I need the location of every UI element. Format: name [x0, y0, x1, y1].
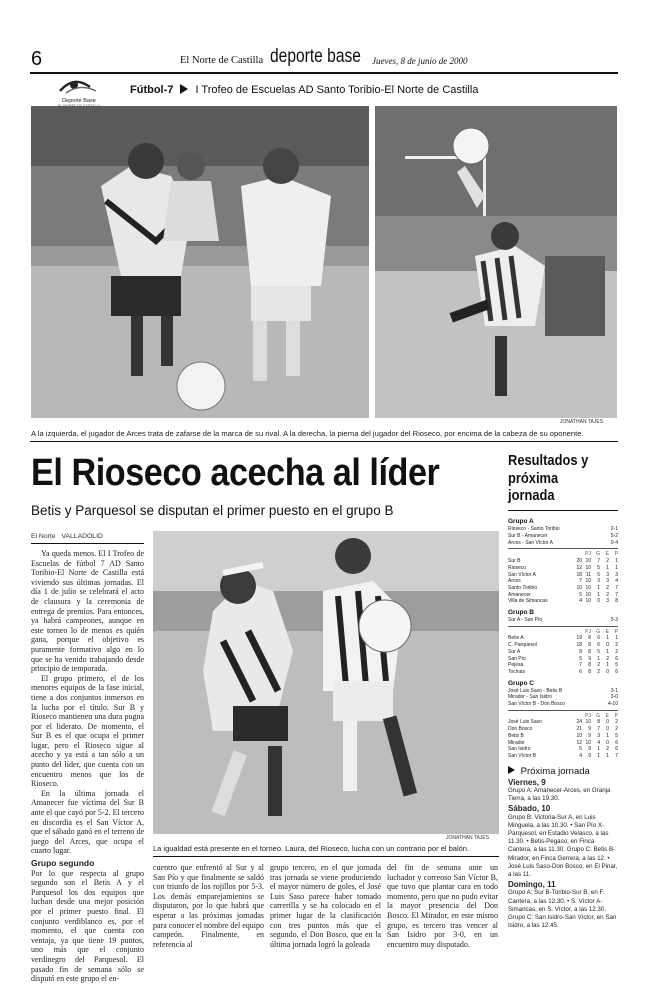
- standings-row: [508, 733, 618, 740]
- standings-value: 24: [576, 719, 582, 726]
- match-score: 5-3: [610, 617, 618, 624]
- standings-row: [508, 565, 618, 572]
- match-result-row: [508, 526, 618, 533]
- standings-header-cell: G: [596, 551, 600, 558]
- results-group-name: Grupo B: [508, 609, 534, 617]
- results-groups: [508, 518, 618, 759]
- standings-value: 1: [597, 655, 600, 662]
- standings-value: 8: [579, 648, 582, 655]
- standings-value: 3: [606, 598, 609, 605]
- standings-value: 19: [576, 635, 582, 642]
- standings-value: 6: [597, 642, 600, 649]
- photo-arces-player: [31, 106, 369, 418]
- article-column-4: del fin de semana ante un luchador y correoso San Víctor B, que tuvo que plantar cara en todo momento, pero que no pudo evitar la mayor presencia del Don Bosco. El Mirador, en este mismo grupo, es tercero tras vencer al San Isidro por 3-0, en un encuentro muy disputado.: [387, 863, 498, 949]
- standings-row: [508, 719, 618, 726]
- standings-value: 1: [597, 591, 600, 598]
- match-results-table: [508, 688, 618, 708]
- next-round-label: Próxima jornada: [520, 765, 590, 777]
- standings-value: 1: [597, 746, 600, 753]
- standings-value: 5: [579, 591, 582, 598]
- standings-header-blank: [573, 551, 582, 558]
- standings-value: 7: [615, 752, 618, 759]
- team-name: Rioseco: [508, 564, 527, 571]
- standings-value: 7: [579, 578, 582, 585]
- standings-value: 6: [597, 635, 600, 642]
- match-result-row: [508, 701, 618, 708]
- masthead-rule: [30, 72, 618, 74]
- match-score: 3-0: [610, 694, 618, 701]
- caption-rule: [30, 441, 618, 442]
- standings-value: 1: [606, 752, 609, 759]
- results-group: [508, 609, 618, 676]
- standings-header-cell: E: [605, 628, 609, 635]
- standings-value: 5: [579, 655, 582, 662]
- standings-header-blank: [573, 713, 582, 720]
- article-column-3: grupo tercero, en el que jornada tras jornada se viene produciendo el mayor número de goles, el José Luis Saso parece haber tomado carrerilla y se ha colocado en el primer lugar de la clasificación con tres puntos más que el segundo, el Don Bosco, que en la última jornada logró la goleada: [270, 863, 381, 949]
- standings-value: 8: [588, 648, 591, 655]
- standings-row: [508, 649, 618, 656]
- standings-row: [508, 746, 618, 753]
- match-result-row: [508, 533, 618, 540]
- match-teams: San Víctor B - Don Bosco: [508, 701, 565, 708]
- standings-value: 1: [606, 648, 609, 655]
- top-photo-caption: A la izquierda, el jugador de Arces trata de zafarse de la marca de su rival. A la derecha, la pierna del jugador del Rioseco, por encima de la cabeza de su oponente.: [31, 429, 584, 438]
- standings-value: 2: [615, 648, 618, 655]
- standings-row: [508, 598, 618, 605]
- standings-header-cell: PJ: [585, 551, 591, 558]
- team-name: Villa de Simancas: [508, 598, 548, 605]
- standings-value: 20: [576, 558, 582, 565]
- schedule-text: Grupo A: Amanecer-Arces, en Granja Tierra, a las 19.30.: [508, 786, 611, 803]
- standings-row: [508, 585, 618, 592]
- next-round-title: [508, 766, 618, 777]
- standings-value: 2: [615, 642, 618, 649]
- section-title: deporte base: [270, 46, 361, 67]
- standings-header-blank: [508, 713, 573, 720]
- mid-photo-credit: JONATHAN TAJES: [446, 835, 490, 841]
- standings-value: 10: [585, 598, 591, 605]
- issue-date: Jueves, 8 de junio de 2000: [372, 56, 468, 66]
- standings-value: 8: [588, 642, 591, 649]
- results-title-line: Resultados y: [508, 452, 589, 469]
- standings-value: 1: [606, 662, 609, 669]
- standings-value: 8: [588, 635, 591, 642]
- standings-header-row: [508, 551, 618, 558]
- standings-row: [508, 740, 618, 747]
- standings-row: [508, 662, 618, 669]
- standings-header-cell: G: [596, 712, 600, 719]
- team-name: Mirador: [508, 739, 525, 746]
- article-paragraph: Ya queda menos. El I Trofeo de Escuelas de fútbol 7 AD Santo Toribio-El Norte de Castilla está viviendo sus últimas jornadas. El día 1 de julio se celebrará el acto de clausura y la ceremonia de entrega de premios. Para entonces, ya habrá campeones, aunque en este torneo lo de menos es quién gana, porque el objetivo es puramente formativo algo en lo que se ha venido trabajando desde principio de temporada.: [31, 549, 144, 674]
- team-name: Amanecer: [508, 591, 531, 598]
- standings-value: 2: [606, 746, 609, 753]
- standings-value: 3: [615, 571, 618, 578]
- schedule-day: Domingo, 11: [508, 880, 556, 890]
- match-result-row: [508, 617, 618, 624]
- standings-value: 3: [606, 578, 609, 585]
- group-divider: [508, 548, 618, 549]
- match-teams: Rioseco - Santo Toribio: [508, 526, 560, 533]
- standings-value: 9: [588, 732, 591, 739]
- photo-rioseco-kick: [375, 106, 617, 418]
- match-results-table: [508, 617, 618, 624]
- match-teams: Arces - San Víctor A: [508, 539, 554, 546]
- article-paragraph: En la última jornada el Amanecer fue víctima del Sur B ante el que cayó por 5-2. El tercero en discordia es el San Víctor A, que el sábado ganó en el terreno de juego del Arces, que ocupa el cuarto lugar.: [31, 788, 144, 856]
- results-group-name: Grupo C: [508, 679, 534, 687]
- standings-value: 3: [597, 732, 600, 739]
- standings-value: 10: [576, 584, 582, 591]
- standings-header-cell: P: [614, 551, 618, 558]
- standings-value: 6: [615, 746, 618, 753]
- standings-value: 3: [606, 571, 609, 578]
- standings-value: 6: [579, 668, 582, 675]
- standings-value: 6: [615, 668, 618, 675]
- byline-rule: [31, 543, 144, 544]
- standings-value: 1: [606, 564, 609, 571]
- standings-row: [508, 558, 618, 565]
- standings-row: [508, 578, 618, 585]
- standings-value: 10: [585, 558, 591, 565]
- standings-header-blank: [508, 629, 573, 636]
- mid-photo-caption: La igualdad está presente en el torneo. Laura, del Rioseco, lucha con un contrario por el balón.: [153, 844, 470, 853]
- standings-value: 1: [615, 635, 618, 642]
- group-divider: [508, 710, 618, 711]
- standings-header-cell: G: [596, 628, 600, 635]
- article-subhead: Grupo segundo: [31, 858, 95, 868]
- standings-value: 10: [585, 578, 591, 585]
- mid-caption-rule: [153, 856, 499, 857]
- team-name: San Víctor A: [508, 571, 536, 578]
- schedule-day: Viernes, 9: [508, 777, 546, 787]
- standings-row: [508, 635, 618, 642]
- standings-value: 7: [615, 584, 618, 591]
- standings-value: 5: [597, 564, 600, 571]
- standings-header-blank: [573, 629, 582, 636]
- standings-table: [508, 551, 618, 605]
- standings-value: 9: [588, 752, 591, 759]
- results-group-name: Grupo A: [508, 518, 534, 526]
- standings-value: 18: [576, 642, 582, 649]
- standings-header-cell: PJ: [585, 712, 591, 719]
- standings-value: 2: [597, 668, 600, 675]
- standings-value: 8: [615, 598, 618, 605]
- team-name: Arces: [508, 578, 521, 585]
- match-score: 4-10: [607, 701, 618, 708]
- standings-value: 2: [597, 662, 600, 669]
- team-name: Betis A: [508, 635, 524, 642]
- play-arrow-icon: [508, 766, 515, 774]
- standings-value: 21: [576, 726, 582, 733]
- team-name: San Pío: [508, 655, 526, 662]
- standings-value: 5: [615, 732, 618, 739]
- standings-row: [508, 642, 618, 649]
- standings-value: 10: [585, 739, 591, 746]
- match-score: 0-4: [610, 539, 618, 546]
- byline: [31, 533, 103, 540]
- schedule-text: Grupo A: Sur B-Toribio-Sur B, en F. Cantera, a las 12.30. • S. Víctor A-Simancas, en S. Víctor, a las 12.30. Grupo C: San Isidro-San Víctor, en San Isidro, a las 12.45.: [508, 889, 617, 930]
- match-result-row: [508, 694, 618, 701]
- standings-value: 12: [576, 564, 582, 571]
- standings-table: [508, 713, 618, 760]
- standings-header-row: [508, 629, 618, 636]
- standings-value: 7: [579, 662, 582, 669]
- standings-value: 0: [606, 642, 609, 649]
- standings-header-row: [508, 713, 618, 720]
- match-results-table: [508, 526, 618, 546]
- standings-value: 4: [597, 739, 600, 746]
- subheadline: Betis y Parquesol se disputan el primer puesto en el grupo B: [31, 503, 394, 518]
- team-name: C. Parquesol: [508, 642, 537, 649]
- schedule-text: Grupo B: Victoria-Sur A, en Luis Minguela, a las 10.30. • San Pío X-Parquesol, en Estadio Velasco, a las 11.30. • Betis-Pegaso, en Finca Cantera, a las 11.30. Grupo C: Betis B-Mirador, en Finca Gerrera, a las 12. • José Luis Saso-Don Bosco, en El Pinar, a las 11.: [508, 813, 618, 878]
- standings-value: 7: [615, 591, 618, 598]
- standings-value: 6: [615, 655, 618, 662]
- standings-header-cell: PJ: [585, 628, 591, 635]
- article-paragraph: Por lo que respecta al grupo segundo son el Betis A y el Parquesol los dos equipos que luchan desde una mejor posición por el primer puesto final. El conjunto verdiblanco es, por el momento, el que cuenta con ventaja, ya que tiene 19 puntos, uno más que el conjunto verdinegro del Parquesol. El pasado fin de semana sólo se disputó en este grupo el en-: [31, 868, 144, 984]
- standings-value: 1: [606, 635, 609, 642]
- standings-row: [508, 572, 618, 579]
- match-result-row: [508, 688, 618, 695]
- logo-line1: Deporte Base: [62, 98, 96, 104]
- standings-row: [508, 656, 618, 663]
- headline: El Rioseco acecha al líder: [31, 452, 440, 494]
- standings-value: 1: [615, 564, 618, 571]
- team-name: Sur A: [508, 648, 521, 655]
- team-name: San Víctor B: [508, 752, 537, 759]
- kicker: [130, 84, 478, 96]
- standings-value: 4: [615, 578, 618, 585]
- standings-value: 18: [576, 571, 582, 578]
- photo-laura-rioseco: [153, 531, 499, 834]
- results-group: [508, 518, 618, 605]
- standings-value: 4: [579, 752, 582, 759]
- standings-header-cell: E: [605, 551, 609, 558]
- article-column-2: cuentro que enfrentó al Sur y al San Pío y que finalmente se saldó con triunfo de los rojillos por 5-3. Los demás emparejamientos se disputaron, por lo que habrá que esperar a las próximas jornadas para conocer el nombre del equipo campeón. Finalmente, en referencia al: [153, 863, 264, 949]
- results-title-line: jornada: [508, 487, 555, 504]
- standings-value: 10: [585, 564, 591, 571]
- schedule-day: Sábado, 10: [508, 804, 551, 814]
- standings-header-blank: [508, 551, 573, 558]
- team-name: Don Bosco: [508, 726, 533, 733]
- standings-value: 2: [606, 591, 609, 598]
- standings-row: [508, 726, 618, 733]
- standings-value: 6: [615, 739, 618, 746]
- standings-value: 0: [597, 598, 600, 605]
- team-name: San Isidro: [508, 746, 531, 753]
- group-divider: [508, 626, 618, 627]
- standings-value: 9: [588, 746, 591, 753]
- standings-value: 7: [597, 558, 600, 565]
- kicker-tournament: I Trofeo de Escuelas AD Santo Toribio-El Norte de Castilla: [195, 84, 479, 96]
- match-score: 5-2: [610, 533, 618, 539]
- standings-value: 2: [606, 558, 609, 565]
- results-title-rule: [508, 510, 618, 511]
- standings-value: 11: [585, 571, 591, 578]
- standings-value: 3: [597, 578, 600, 585]
- results-title-line: próxima: [508, 469, 559, 487]
- byline-paper: El Norte: [31, 533, 56, 540]
- team-name: Betis B: [508, 732, 524, 739]
- standings-row: [508, 592, 618, 599]
- standings-row: [508, 753, 618, 760]
- play-arrow-icon: [180, 84, 188, 94]
- standings-value: 1: [615, 558, 618, 565]
- article-paragraph: El grupo primero, el de los menores equipos de la fase inicial, tiene a dos conjuntos inmersos en la lucha por el título. Sur B y Rioseco mantienen una dura pugna por el liderato. De momento, el Sur B es el que ocupa el primer lugar, pero el Rioseco sigue al acecho y ya está a tan sólo a un punto del líder, que cuenta con un encuentro menos que los de Rioseco.: [31, 673, 144, 789]
- standings-value: 1: [606, 732, 609, 739]
- match-score: 2-1: [610, 526, 618, 533]
- team-name: Tocinas: [508, 668, 525, 675]
- standings-row: [508, 669, 618, 676]
- newspaper-name: El Norte de Castilla: [180, 55, 264, 66]
- standings-value: 8: [588, 662, 591, 669]
- standings-value: 2: [606, 655, 609, 662]
- deporte-base-logo: [46, 77, 112, 107]
- standings-value: 2: [615, 719, 618, 726]
- standings-value: 0: [606, 668, 609, 675]
- standings-value: 2: [606, 584, 609, 591]
- page-number: 6: [31, 48, 43, 70]
- standings-value: 10: [576, 732, 582, 739]
- standings-value: 10: [585, 719, 591, 726]
- team-name: Sur B: [508, 558, 521, 565]
- kicker-sport: Fútbol-7: [130, 84, 174, 96]
- top-photo-credit: JONATHAN TAJES: [560, 419, 604, 425]
- standings-value: 1: [597, 584, 600, 591]
- results-group: [508, 680, 618, 760]
- standings-value: 5: [579, 746, 582, 753]
- team-name: José Luis Saso: [508, 719, 542, 726]
- team-name: Pejesa: [508, 662, 524, 669]
- standings-value: 8: [588, 668, 591, 675]
- standings-header-cell: E: [605, 712, 609, 719]
- results-sidebar: [508, 452, 618, 967]
- standings-value: 10: [585, 584, 591, 591]
- standings-value: 2: [615, 726, 618, 733]
- next-round-schedule: [508, 779, 618, 931]
- match-teams: Sur A - San Pío: [508, 617, 543, 624]
- standings-value: 10: [585, 591, 591, 598]
- article-column-1: [31, 549, 144, 984]
- standings-value: 8: [597, 719, 600, 726]
- next-round: [508, 766, 618, 931]
- standings-value: 5: [597, 648, 600, 655]
- standings-value: 4: [579, 598, 582, 605]
- standings-value: 12: [576, 739, 582, 746]
- standings-value: 9: [588, 655, 591, 662]
- standings-value: 0: [606, 719, 609, 726]
- byline-place: VALLADOLID: [61, 533, 103, 540]
- standings-value: 0: [606, 739, 609, 746]
- match-teams: Mirador - San Isidro: [508, 694, 552, 701]
- standings-value: 0: [606, 726, 609, 733]
- match-result-row: [508, 540, 618, 547]
- match-teams: Sur B - Amanecer: [508, 533, 548, 539]
- standings-header-cell: P: [614, 712, 618, 719]
- standings-value: 5: [615, 662, 618, 669]
- team-name: Santo Toribio: [508, 584, 538, 591]
- results-title: [508, 452, 603, 505]
- standings-value: 1: [597, 752, 600, 759]
- standings-header-cell: P: [614, 628, 618, 635]
- match-teams: José Luis Saso - Betis B: [508, 687, 563, 694]
- standings-value: 5: [597, 571, 600, 578]
- standings-value: 7: [597, 726, 600, 733]
- match-score: 3-1: [610, 687, 618, 694]
- standings-table: [508, 629, 618, 676]
- standings-value: 9: [588, 726, 591, 733]
